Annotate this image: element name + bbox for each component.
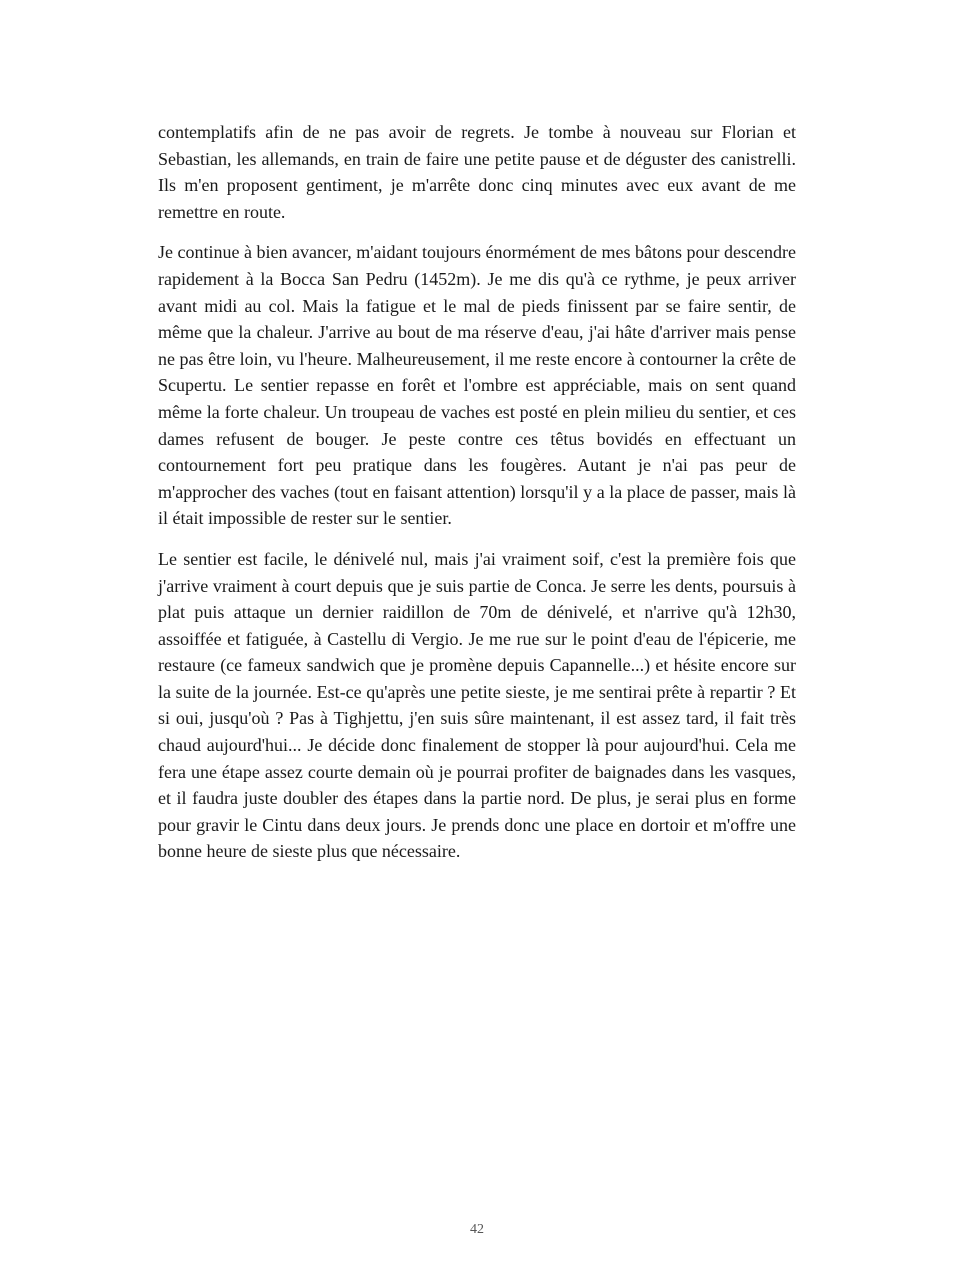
body-text: [158, 119, 796, 879]
paragraph-1: contemplatifs afin de ne pas avoir de regrets. Je tombe à nouveau sur Florian et Sebastian, les allemands, en train de faire une petite pause et de déguster des canistrelli. Ils m'en proposent gentiment, je m'arrête donc cinq minutes avec eux avant de me remettre en route.: [158, 122, 796, 222]
paragraph-2: Je continue à bien avancer, m'aidant toujours énormément de mes bâtons pour descendre rapidement à la Bocca San Pedru (1452m). Je me dis qu'à ce rythme, je peux arriver avant midi au col. Mais la fatigue et le mal de pieds finissent par se faire sentir, de même que la chaleur. J'arrive au bout de ma réserve d'eau, j'ai hâte d'arriver mais pense ne pas être loin, vu l'heure. Malheureusement, il me reste encore à contourner la crête de Scupertu. Le sentier repasse en forêt et l'ombre est appréciable, mais on sent quand même la forte chaleur. Un troupeau de vaches est posté en plein milieu du sentier, et ces dames refusent de bouger. Je peste contre ces têtus bovidés en effectuant un contournement fort peu pratique dans les fougères. Autant je n'ai pas peur de m'approcher des vaches (tout en faisant attention) lorsqu'il y a la place de passer, mais là il était impossible de rester sur le sentier.: [158, 242, 796, 529]
paragraph-3: Le sentier est facile, le dénivelé nul, mais j'ai vraiment soif, c'est la première fois que j'arrive vraiment à court depuis que je suis partie de Conca. Je serre les dents, poursuis à plat puis attaque un dernier raidillon de 70m de dénivelé, et n'arrive qu'à 12h30, assoiffée et fatiguée, à Castellu di Vergio. Je me rue sur le point d'eau de l'épicerie, me restaure (ce fameux sandwich que je promène depuis Capannelle...) et hésite encore sur la suite de la journée. Est-ce qu'après une petite sieste, je me sentirai prête à repartir ? Et si oui, jusqu'où ? Pas à Tighjettu, j'en suis sûre maintenant, il est assez tard, il fait très chaud aujourd'hui... Je décide donc finalement de stopper là pour aujourd'hui. Cela me fera une étape assez courte demain où je pourrai profiter de baignades dans les vasques, et il faudra juste doubler des étapes dans la partie nord. De plus, je serai plus en forme pour gravir le Cintu dans deux jours. Je prends donc une place en dortoir et m'offre une bonne heure de sieste plus que nécessaire.: [158, 548, 796, 862]
page-number: 42: [470, 1222, 484, 1237]
